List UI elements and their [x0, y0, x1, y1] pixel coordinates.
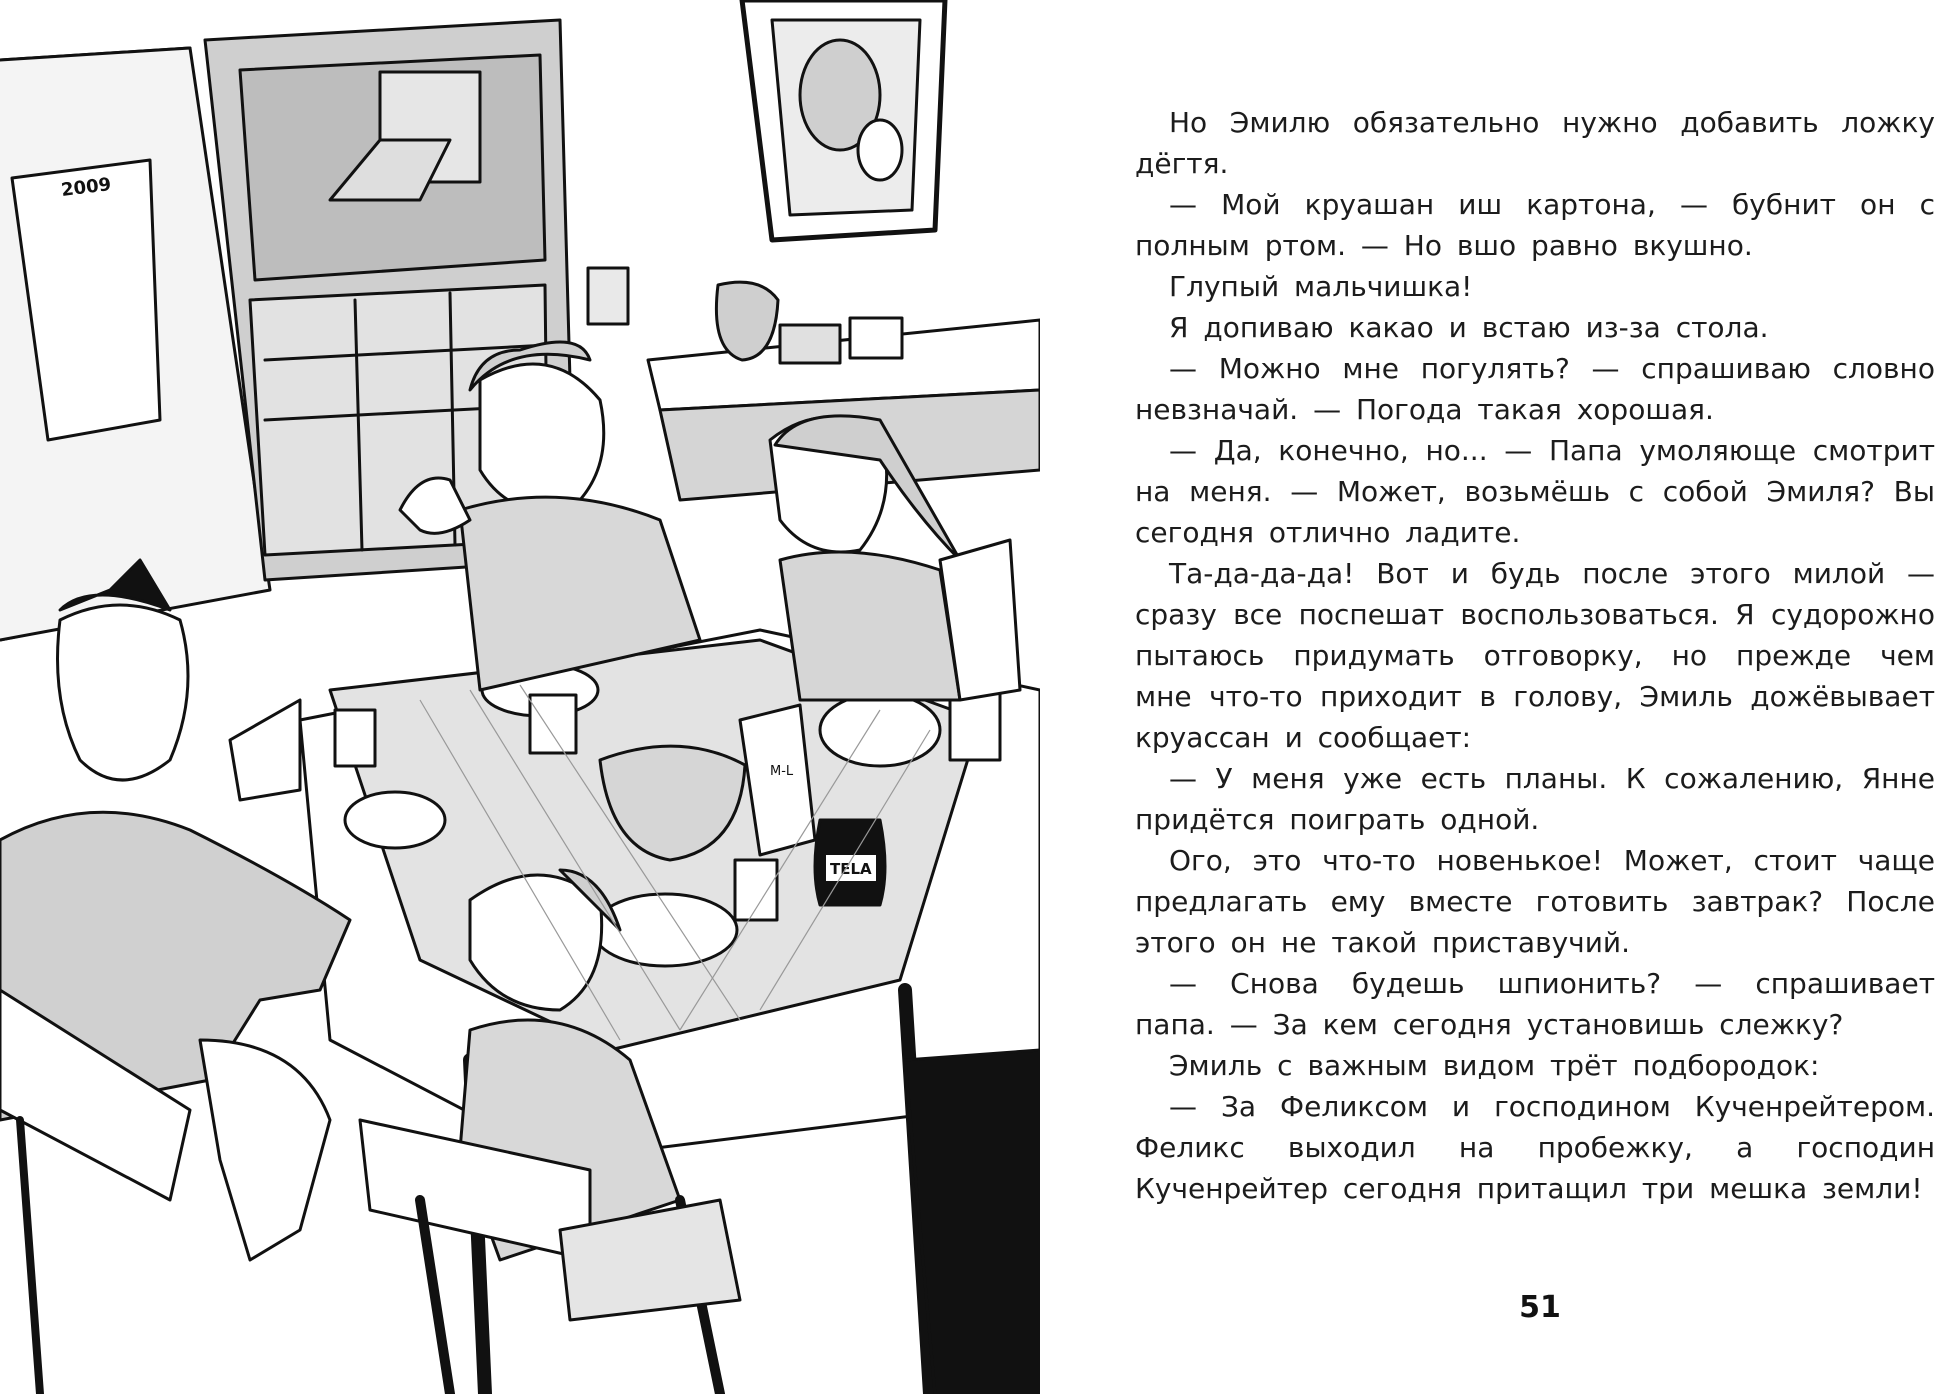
- paragraph: Ого, это что-то новенькое! Может, стоит чаще предлагать ему вместе готовить завтрак? После этого он не такой приставучий.: [1135, 844, 1935, 959]
- paragraph: Глупый мальчишка!: [1169, 270, 1473, 303]
- paragraph: — Да, конечно, но... — Папа умоляюще смотрит на меня. — Может, возьмёшь с собой Эмиля? Вы сегодня отлично ладите.: [1135, 434, 1935, 549]
- carton-label: M-L: [770, 764, 794, 779]
- paragraph: — Снова будешь шпионить? — спрашивает папа. — За кем сегодня установишь слежку?: [1135, 967, 1935, 1041]
- page-number: 51: [1519, 1290, 1561, 1325]
- paragraph: Но Эмилю обязательно нужно добавить ложку дёгтя.: [1135, 106, 1935, 180]
- paragraph: Та-да-да-да! Вот и будь после этого милой — сразу все поспешат воспользоваться. Я судорожно пытаюсь придумать отговорку, но прежде чем мне что-то приходит в голову, Эмиль дожёвывает круассан и сообщает:: [1135, 557, 1935, 754]
- paragraph: — Мой круашан иш картона, — бубнит он с полным ртом. — Но вшо равно вкушно.: [1135, 188, 1935, 262]
- paragraph: Я допиваю какао и встаю из-за стола.: [1169, 311, 1769, 344]
- jar-label: TELA: [830, 860, 872, 878]
- calendar-year: 2009: [60, 174, 113, 201]
- text-page: [1135, 102, 1935, 1209]
- paragraph: — У меня уже есть планы. К сожалению, Янне придётся поиграть одной.: [1135, 762, 1935, 836]
- paragraph: Эмиль с важным видом трёт подбородок:: [1169, 1049, 1820, 1082]
- paragraph: — Можно мне погулять? — спрашиваю словно невзначай. — Погода такая хорошая.: [1135, 352, 1935, 426]
- paragraph: — За Феликсом и господином Кученрейтером. Феликс выходил на пробежку, а господин Кученрейтер сегодня притащил три мешка земли!: [1135, 1090, 1935, 1205]
